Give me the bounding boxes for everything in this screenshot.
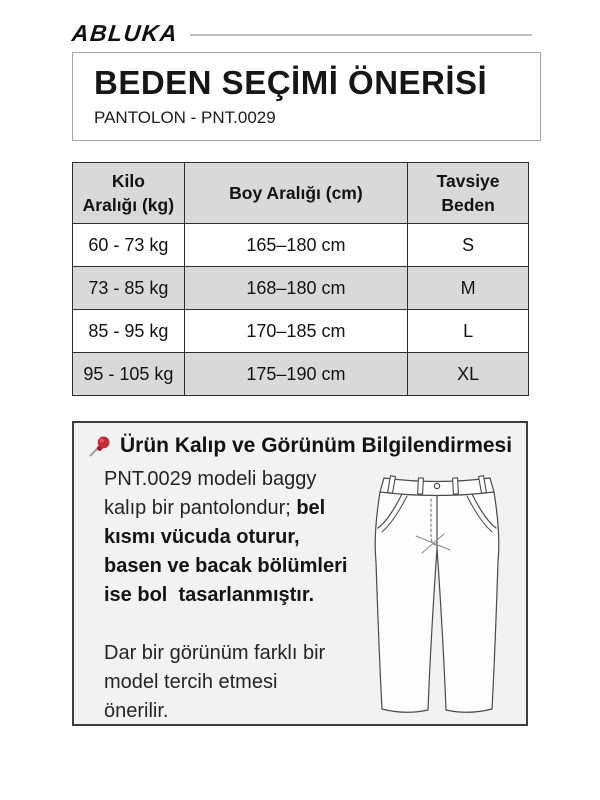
title-box — [72, 52, 541, 141]
size-cell: S — [408, 224, 529, 267]
size-cell: M — [408, 267, 529, 310]
table-row — [73, 353, 529, 396]
height-range-header: Boy Aralığı (cm) — [184, 163, 407, 224]
size-cell: XL — [408, 353, 529, 396]
fit-paragraph-1: PNT.0029 modeli baggy kalıp bir pantolondur; bel kısmı vücuda oturur, basen ve bacak bölümleri ise bol tasarlanmıştır. — [104, 468, 348, 606]
weight-cell: 60 - 73 kg — [73, 224, 185, 267]
fit-info-box — [72, 421, 528, 726]
brand-header — [72, 20, 532, 47]
recommended-size-header: Tavsiye Beden — [408, 163, 529, 224]
table-header-row — [73, 163, 529, 224]
size-table — [72, 162, 529, 396]
height-cell: 175–190 cm — [184, 353, 407, 396]
weight-cell: 85 - 95 kg — [73, 310, 185, 353]
red-pushpin-icon — [88, 434, 112, 458]
fit-info-header — [88, 434, 526, 458]
height-cell: 165–180 cm — [184, 224, 407, 267]
fit-info-title: Ürün Kalıp ve Görünüm Bilgilendirmesi — [120, 434, 513, 457]
table-row — [73, 267, 529, 310]
size-cell: L — [408, 310, 529, 353]
table-row — [73, 310, 529, 353]
height-cell: 168–180 cm — [184, 267, 407, 310]
fit-description — [104, 465, 389, 726]
baggy-pants-illustration — [374, 472, 500, 716]
table-row — [73, 224, 529, 267]
page-subtitle: PANTOLON - PNT.0029 — [94, 108, 276, 127]
header-rule — [190, 34, 532, 36]
fit-paragraph-2: Dar bir görünüm farklı bir model tercih etmesi önerilir. — [104, 642, 326, 722]
weight-cell: 73 - 85 kg — [73, 267, 185, 310]
brand-logo: ABLUKA — [70, 20, 180, 46]
height-cell: 170–185 cm — [184, 310, 407, 353]
weight-cell: 95 - 105 kg — [73, 353, 185, 396]
weight-range-header: Kilo Aralığı (kg) — [73, 163, 185, 224]
page-title: BEDEN SEÇİMİ ÖNERİSİ — [94, 64, 488, 101]
